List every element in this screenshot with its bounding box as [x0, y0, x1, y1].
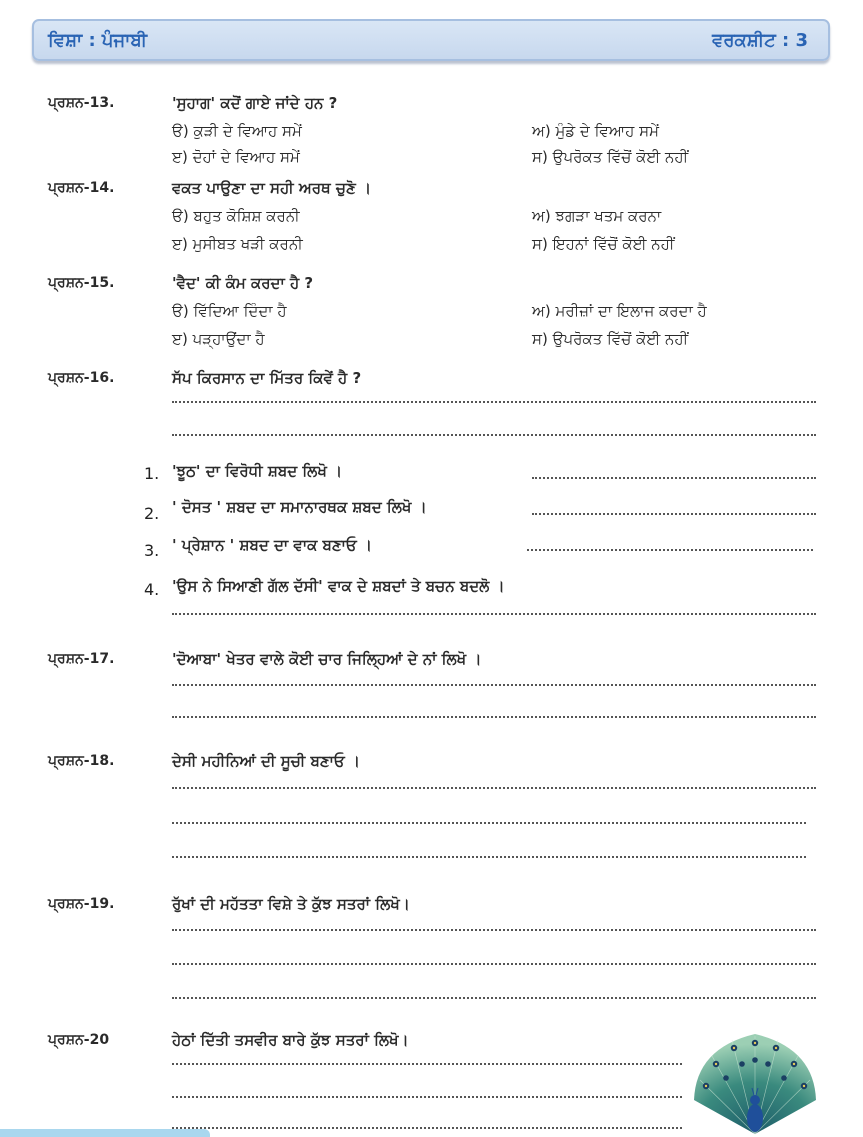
- question-17-label: ਪ੍ਰਸ਼ਨ-17.: [48, 651, 115, 667]
- q13-option-b[interactable]: ਅ) ਮੁੰਡੇ ਦੇ ਵਿਆਹ ਸਮੇਂ: [532, 122, 659, 140]
- grammar-2-text: ' ਦੋਸਤ ' ਸ਼ਬਦ ਦਾ ਸਮਾਨਾਰਥਕ ਸ਼ਬਦ ਲਿਖੋ ।: [172, 498, 427, 516]
- answer-line[interactable]: [172, 434, 816, 436]
- question-19-text: ਰੁੱਖਾਂ ਦੀ ਮਹੱਤਤਾ ਵਿਸ਼ੇ ਤੇ ਕੁੱਝ ਸਤਰਾਂ ਲਿਖੋ।: [172, 895, 410, 913]
- answer-line[interactable]: [172, 1096, 682, 1098]
- answer-line[interactable]: [172, 997, 816, 999]
- question-16-text: ਸੱਪ ਕਿਰਸਾਨ ਦਾ ਮਿੱਤਰ ਕਿਵੇਂ ਹੈ ?: [172, 369, 362, 387]
- question-15-label: ਪ੍ਰਸ਼ਨ-15.: [48, 275, 115, 291]
- q13-option-d[interactable]: ਸ) ਉਪਰੋਕਤ ਵਿੱਚੋਂ ਕੋਈ ਨਹੀਂ: [532, 148, 689, 166]
- answer-line[interactable]: [172, 684, 816, 686]
- grammar-1-number: 1.: [144, 464, 160, 483]
- answer-line[interactable]: [532, 513, 816, 515]
- q14-option-a[interactable]: ੳ) ਬਹੁਤ ਕੋਸ਼ਿਸ਼ ਕਰਨੀ: [172, 207, 300, 225]
- footer-accent-bar: [0, 1129, 210, 1137]
- q13-option-c[interactable]: ੲ) ਦੋਹਾਂ ਦੇ ਵਿਆਹ ਸਮੇਂ: [172, 148, 300, 166]
- q14-option-d[interactable]: ਸ) ਇਹਨਾਂ ਵਿੱਚੋਂ ਕੋਈ ਨਹੀਂ: [532, 235, 675, 253]
- worksheet-number: ਵਰਕਸ਼ੀਟ : 3: [712, 30, 808, 51]
- question-14-label: ਪ੍ਰਸ਼ਨ-14.: [48, 180, 115, 196]
- q14-option-b[interactable]: ਅ) ਝਗੜਾ ਖਤਮ ਕਰਨਾ: [532, 207, 662, 225]
- question-14-text: ਵਕਤ ਪਾਉਣਾ ਦਾ ਸਹੀ ਅਰਥ ਚੁਣੋ ।: [172, 179, 372, 197]
- answer-line[interactable]: [172, 929, 816, 931]
- subject-title: ਵਿਸ਼ਾ : ਪੰਜਾਬੀ: [48, 30, 148, 51]
- grammar-2-number: 2.: [144, 504, 160, 523]
- answer-line[interactable]: [172, 963, 816, 965]
- q14-option-c[interactable]: ੲ) ਮੁਸੀਬਤ ਖੜੀ ਕਰਨੀ: [172, 235, 303, 253]
- answer-line[interactable]: [172, 1127, 682, 1129]
- question-19-label: ਪ੍ਰਸ਼ਨ-19.: [48, 896, 115, 912]
- answer-line[interactable]: [532, 477, 816, 479]
- q13-option-a[interactable]: ੳ) ਕੁੜੀ ਦੇ ਵਿਆਹ ਸਮੇਂ: [172, 122, 302, 140]
- answer-line[interactable]: [172, 613, 816, 615]
- answer-line[interactable]: [172, 716, 816, 718]
- worksheet-header: [32, 19, 830, 61]
- grammar-4-text: 'ਉਸ ਨੇ ਸਿਆਣੀ ਗੱਲ ਦੱਸੀ' ਵਾਕ ਦੇ ਸ਼ਬਦਾਂ ਤੇ ਬਚਨ ਬਦਲੋ ।: [172, 577, 505, 595]
- question-17-text: 'ਦੋਆਬਾ' ਖੇਤਰ ਵਾਲੇ ਕੋਈ ਚਾਰ ਜਿਲ੍ਹਿਆਂ ਦੇ ਨਾਂ ਲਿਖੋ ।: [172, 650, 482, 668]
- q15-option-d[interactable]: ਸ) ਉਪਰੋਕਤ ਵਿੱਚੋਂ ਕੋਈ ਨਹੀਂ: [532, 330, 689, 348]
- answer-line[interactable]: [527, 549, 813, 551]
- q15-option-a[interactable]: ੳ) ਵਿੱਦਿਆ ਦਿੰਦਾ ਹੈ: [172, 302, 287, 320]
- question-16-label: ਪ੍ਰਸ਼ਨ-16.: [48, 370, 115, 386]
- q15-option-c[interactable]: ੲ) ਪੜ੍ਹਾਉਂਦਾ ਹੈ: [172, 330, 265, 348]
- question-20-label: ਪ੍ਰਸ਼ਨ-20: [48, 1032, 110, 1048]
- answer-line[interactable]: [172, 401, 816, 403]
- q15-option-b[interactable]: ਅ) ਮਰੀਜ਼ਾਂ ਦਾ ਇਲਾਜ ਕਰਦਾ ਹੈ: [532, 302, 707, 320]
- answer-line[interactable]: [172, 787, 816, 789]
- question-15-text: 'ਵੈਦ' ਕੀ ਕੰਮ ਕਰਦਾ ਹੈ ?: [172, 274, 314, 292]
- question-18-label: ਪ੍ਰਸ਼ਨ-18.: [48, 753, 115, 769]
- answer-line[interactable]: [172, 1063, 682, 1065]
- answer-line[interactable]: [172, 822, 806, 824]
- grammar-3-number: 3.: [144, 541, 160, 560]
- question-13-text: 'ਸੁਹਾਗ' ਕਦੋਂ ਗਾਏ ਜਾਂਦੇ ਹਨ ?: [172, 94, 338, 112]
- question-13-label: ਪ੍ਰਸ਼ਨ-13.: [48, 95, 115, 111]
- question-20-text: ਹੇਠਾਂ ਦਿੱਤੀ ਤਸਵੀਰ ਬਾਰੇ ਕੁੱਝ ਸਤਰਾਂ ਲਿਖੋ।: [172, 1031, 409, 1049]
- grammar-4-number: 4.: [144, 580, 160, 599]
- grammar-3-text: ' ਪ੍ਰੇਸ਼ਾਨ ' ਸ਼ਬਦ ਦਾ ਵਾਕ ਬਣਾਓ ।: [172, 536, 373, 554]
- grammar-1-text: 'ਝੂਠ' ਦਾ ਵਿਰੋਧੀ ਸ਼ਬਦ ਲਿਖੋ ।: [172, 462, 343, 480]
- answer-line[interactable]: [172, 856, 806, 858]
- question-18-text: ਦੇਸੀ ਮਹੀਨਿਆਂ ਦੀ ਸੂਚੀ ਬਣਾਓ ।: [172, 752, 361, 770]
- peacock-icon: [690, 1030, 820, 1137]
